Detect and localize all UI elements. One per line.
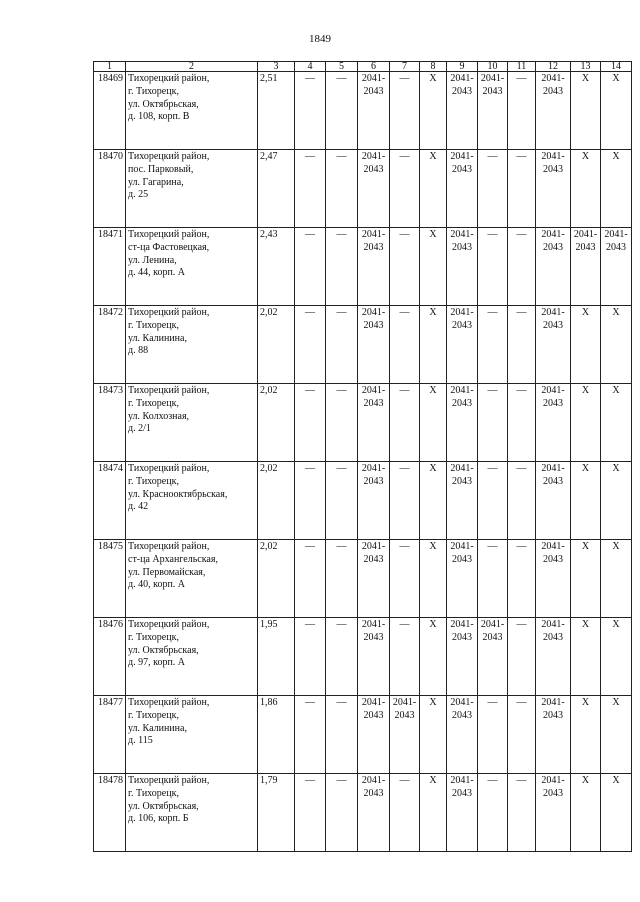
term-cell: 2041- 2043: [358, 384, 390, 462]
column-number-header: 8: [420, 62, 447, 72]
term-cell: —: [478, 384, 508, 462]
column-number-header: 2: [126, 62, 258, 72]
value-cell: 2,02: [258, 462, 295, 540]
value-cell: 1,95: [258, 618, 295, 696]
column-number-header: 13: [571, 62, 601, 72]
row-number-cell: 18477: [94, 696, 126, 774]
term-cell: X: [420, 618, 447, 696]
term-cell: —: [508, 618, 536, 696]
term-cell: 2041- 2043: [390, 696, 420, 774]
table-row: [94, 618, 632, 696]
value-cell: 1,79: [258, 774, 295, 852]
term-cell: —: [295, 72, 326, 150]
term-cell: —: [295, 462, 326, 540]
term-cell: 2041- 2043: [447, 540, 478, 618]
term-cell: —: [508, 384, 536, 462]
term-cell: —: [326, 540, 358, 618]
term-cell: X: [571, 306, 601, 384]
term-cell: 2041- 2043: [536, 696, 571, 774]
value-cell: 2,47: [258, 150, 295, 228]
term-cell: —: [508, 150, 536, 228]
term-cell: —: [326, 150, 358, 228]
term-cell: —: [390, 774, 420, 852]
address-cell: Тихорецкий район, г. Тихорецк, ул. Октябрьская, д. 108, корп. В: [126, 72, 258, 150]
row-number-cell: 18469: [94, 72, 126, 150]
term-cell: 2041- 2043: [601, 228, 632, 306]
term-cell: 2041- 2043: [536, 384, 571, 462]
address-cell: Тихорецкий район, г. Тихорецк, ул. Калинина, д. 88: [126, 306, 258, 384]
term-cell: 2041- 2043: [358, 696, 390, 774]
term-cell: —: [508, 696, 536, 774]
term-cell: —: [326, 384, 358, 462]
value-cell: 2,02: [258, 384, 295, 462]
term-cell: 2041- 2043: [536, 228, 571, 306]
row-number-cell: 18472: [94, 306, 126, 384]
term-cell: —: [390, 540, 420, 618]
row-number-cell: 18473: [94, 384, 126, 462]
term-cell: —: [508, 72, 536, 150]
row-number-cell: 18470: [94, 150, 126, 228]
term-cell: —: [326, 462, 358, 540]
column-number-header: 4: [295, 62, 326, 72]
term-cell: —: [326, 72, 358, 150]
address-cell: Тихорецкий район, г. Тихорецк, ул. Краснооктябрьская, д. 42: [126, 462, 258, 540]
term-cell: 2041- 2043: [478, 618, 508, 696]
term-cell: X: [601, 150, 632, 228]
term-cell: —: [326, 696, 358, 774]
value-cell: 2,02: [258, 540, 295, 618]
column-number-header: 10: [478, 62, 508, 72]
term-cell: 2041- 2043: [447, 384, 478, 462]
term-cell: 2041- 2043: [536, 72, 571, 150]
term-cell: 2041- 2043: [358, 306, 390, 384]
term-cell: X: [420, 228, 447, 306]
term-cell: X: [571, 774, 601, 852]
term-cell: —: [326, 774, 358, 852]
term-cell: —: [478, 540, 508, 618]
term-cell: —: [295, 150, 326, 228]
column-number-header: 12: [536, 62, 571, 72]
term-cell: 2041- 2043: [447, 618, 478, 696]
term-cell: —: [390, 72, 420, 150]
column-number-header: 14: [601, 62, 632, 72]
term-cell: 2041- 2043: [447, 774, 478, 852]
address-cell: Тихорецкий район, ст-ца Архангельская, ул. Первомайская, д. 40, корп. А: [126, 540, 258, 618]
row-number-cell: 18478: [94, 774, 126, 852]
term-cell: 2041- 2043: [571, 228, 601, 306]
term-cell: 2041- 2043: [358, 618, 390, 696]
column-number-header: 11: [508, 62, 536, 72]
term-cell: —: [390, 228, 420, 306]
term-cell: 2041- 2043: [447, 696, 478, 774]
column-number-header: 7: [390, 62, 420, 72]
column-number-header: 1: [94, 62, 126, 72]
term-cell: X: [420, 306, 447, 384]
term-cell: —: [390, 384, 420, 462]
term-cell: 2041- 2043: [536, 774, 571, 852]
address-cell: Тихорецкий район, ст-ца Фастовецкая, ул. Ленина, д. 44, корп. А: [126, 228, 258, 306]
term-cell: 2041- 2043: [358, 228, 390, 306]
term-cell: X: [571, 696, 601, 774]
value-cell: 2,51: [258, 72, 295, 150]
table-row: [94, 462, 632, 540]
term-cell: —: [508, 306, 536, 384]
table-row: [94, 72, 632, 150]
term-cell: —: [508, 540, 536, 618]
page-number: 1849: [309, 33, 331, 45]
term-cell: X: [601, 72, 632, 150]
column-number-header: 9: [447, 62, 478, 72]
term-cell: X: [571, 72, 601, 150]
table-row: [94, 150, 632, 228]
term-cell: X: [571, 462, 601, 540]
term-cell: 2041- 2043: [536, 306, 571, 384]
address-cell: Тихорецкий район, г. Тихорецк, ул. Октябрьская, д. 97, корп. А: [126, 618, 258, 696]
row-number-cell: 18471: [94, 228, 126, 306]
term-cell: —: [390, 150, 420, 228]
term-cell: X: [601, 306, 632, 384]
table-row: [94, 228, 632, 306]
term-cell: 2041- 2043: [358, 150, 390, 228]
term-cell: —: [478, 696, 508, 774]
table-row: [94, 540, 632, 618]
term-cell: 2041- 2043: [536, 462, 571, 540]
register-table: [93, 61, 632, 852]
column-number-header: 5: [326, 62, 358, 72]
term-cell: —: [508, 228, 536, 306]
term-cell: —: [508, 774, 536, 852]
term-cell: X: [601, 696, 632, 774]
term-cell: 2041- 2043: [478, 72, 508, 150]
term-cell: —: [295, 540, 326, 618]
register-body: [94, 62, 632, 852]
term-cell: 2041- 2043: [447, 72, 478, 150]
term-cell: 2041- 2043: [447, 228, 478, 306]
term-cell: X: [601, 774, 632, 852]
term-cell: —: [295, 696, 326, 774]
term-cell: —: [508, 462, 536, 540]
term-cell: X: [420, 150, 447, 228]
term-cell: X: [420, 774, 447, 852]
term-cell: 2041- 2043: [358, 462, 390, 540]
term-cell: X: [571, 384, 601, 462]
address-cell: Тихорецкий район, г. Тихорецк, ул. Калинина, д. 115: [126, 696, 258, 774]
value-cell: 2,43: [258, 228, 295, 306]
column-number-header: 6: [358, 62, 390, 72]
term-cell: X: [601, 384, 632, 462]
term-cell: X: [601, 618, 632, 696]
term-cell: X: [420, 384, 447, 462]
term-cell: X: [601, 462, 632, 540]
term-cell: 2041- 2043: [358, 72, 390, 150]
term-cell: X: [420, 462, 447, 540]
term-cell: X: [420, 72, 447, 150]
term-cell: X: [420, 696, 447, 774]
term-cell: —: [326, 618, 358, 696]
address-cell: Тихорецкий район, г. Тихорецк, ул. Октябрьская, д. 106, корп. Б: [126, 774, 258, 852]
term-cell: 2041- 2043: [358, 774, 390, 852]
term-cell: 2041- 2043: [536, 540, 571, 618]
address-cell: Тихорецкий район, г. Тихорецк, ул. Колхозная, д. 2/1: [126, 384, 258, 462]
term-cell: —: [478, 462, 508, 540]
term-cell: X: [571, 618, 601, 696]
address-cell: Тихорецкий район, пос. Парковый, ул. Гагарина, д. 25: [126, 150, 258, 228]
table-row: [94, 384, 632, 462]
term-cell: —: [390, 462, 420, 540]
term-cell: —: [326, 306, 358, 384]
term-cell: 2041- 2043: [536, 618, 571, 696]
term-cell: 2041- 2043: [447, 462, 478, 540]
table-row: [94, 774, 632, 852]
table-row: [94, 696, 632, 774]
table-row: [94, 306, 632, 384]
term-cell: X: [601, 540, 632, 618]
term-cell: 2041- 2043: [358, 540, 390, 618]
term-cell: —: [295, 618, 326, 696]
value-cell: 2,02: [258, 306, 295, 384]
term-cell: —: [478, 774, 508, 852]
column-number-header-row: [94, 62, 632, 72]
term-cell: —: [478, 150, 508, 228]
term-cell: —: [295, 306, 326, 384]
value-cell: 1,86: [258, 696, 295, 774]
term-cell: —: [326, 228, 358, 306]
row-number-cell: 18475: [94, 540, 126, 618]
term-cell: —: [478, 228, 508, 306]
term-cell: 2041- 2043: [536, 150, 571, 228]
row-number-cell: 18474: [94, 462, 126, 540]
term-cell: —: [390, 618, 420, 696]
row-number-cell: 18476: [94, 618, 126, 696]
term-cell: 2041- 2043: [447, 150, 478, 228]
term-cell: X: [571, 540, 601, 618]
term-cell: —: [390, 306, 420, 384]
term-cell: —: [295, 774, 326, 852]
term-cell: X: [420, 540, 447, 618]
term-cell: —: [295, 228, 326, 306]
term-cell: —: [478, 306, 508, 384]
column-number-header: 3: [258, 62, 295, 72]
term-cell: —: [295, 384, 326, 462]
term-cell: 2041- 2043: [447, 306, 478, 384]
term-cell: X: [571, 150, 601, 228]
